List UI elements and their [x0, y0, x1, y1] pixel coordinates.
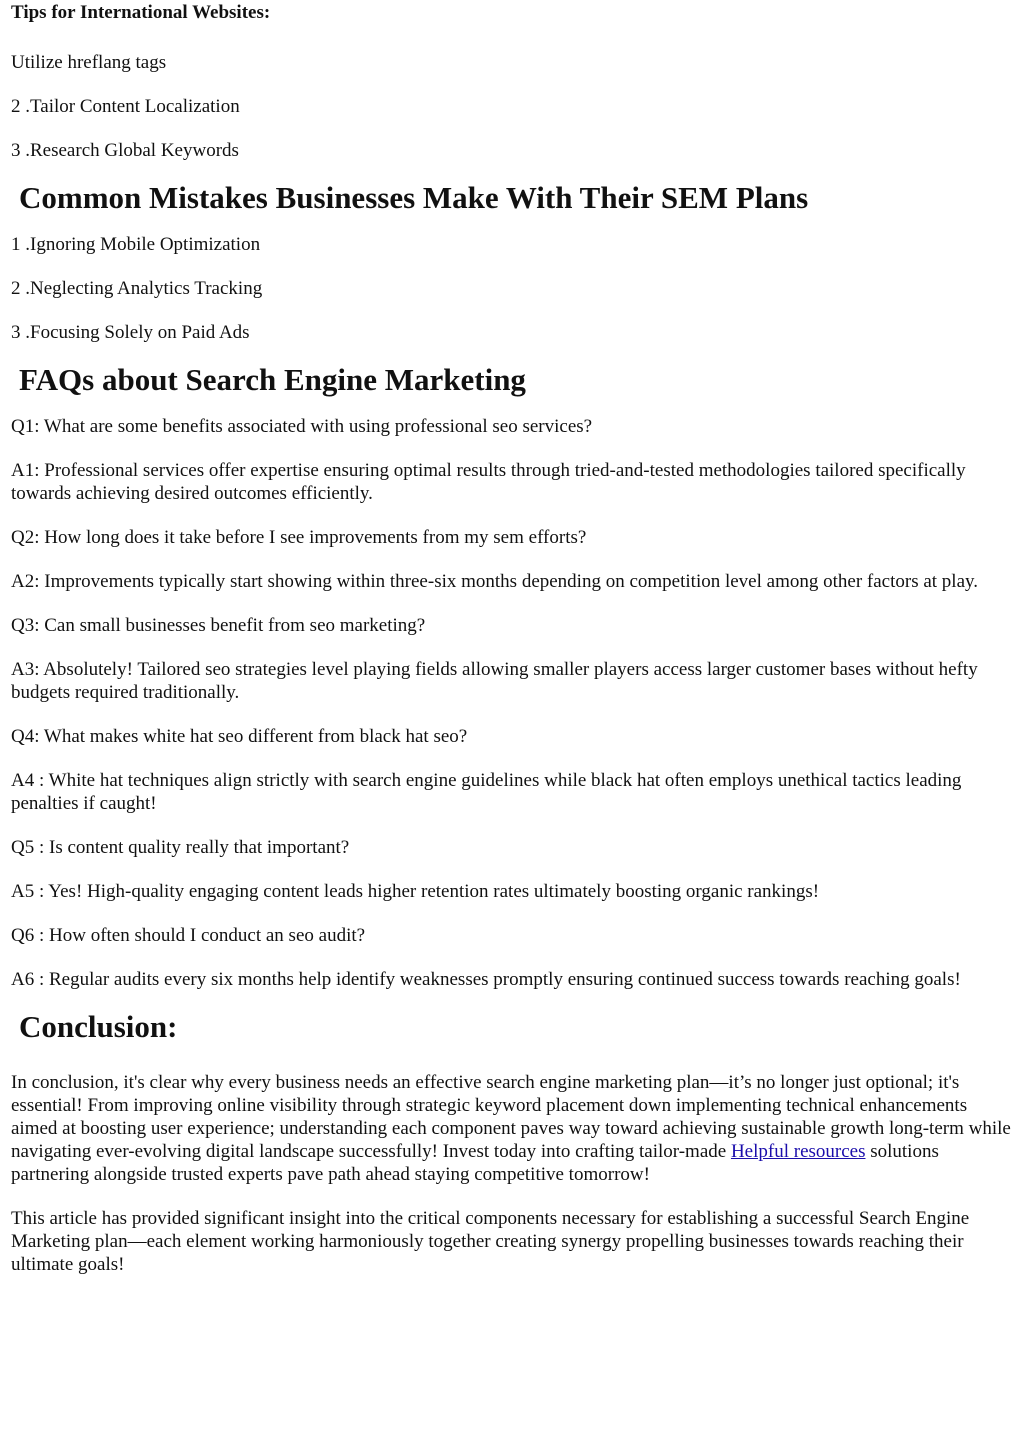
mistakes-heading: Common Mistakes Businesses Make With Their SEM Plans: [19, 180, 809, 215]
conclusion-paragraph: [11, 1071, 1013, 1186]
faq-question: Q2: How long does it take before I see improvements from my sem efforts?: [11, 527, 587, 548]
conclusion-text-after-link: solutions partnering alongside trusted experts pave path ahead staying competitive tomorrow!: [11, 1141, 939, 1185]
tips-item: 3 .Research Global Keywords: [11, 140, 239, 161]
faq-question: Q3: Can small businesses benefit from seo marketing?: [11, 615, 426, 636]
mistakes-item: 1 .Ignoring Mobile Optimization: [11, 234, 261, 255]
faq-answer: A4 : White hat techniques align strictly with search engine guidelines while black hat often employs unethical tactics leading penalties if caught!: [11, 770, 962, 814]
tips-item: Utilize hreflang tags: [11, 52, 167, 73]
helpful-resources-link[interactable]: Helpful resources: [730, 1141, 866, 1162]
faq-answer: A6 : Regular audits every six months help identify weaknesses promptly ensuring continued success towards reaching goals!: [11, 969, 961, 990]
faq-question: Q4: What makes white hat seo different from black hat seo?: [11, 726, 468, 747]
tips-item: 2 .Tailor Content Localization: [11, 96, 240, 117]
faq-question: Q1: What are some benefits associated with using professional seo services?: [11, 416, 593, 437]
faq-answer: A2: Improvements typically start showing within three-six months depending on competition level among other factors at play.: [11, 571, 979, 592]
summary-paragraph: This article has provided significant insight into the critical components necessary for establishing a successful Search Engine Marketing plan—each element working harmoniously together creating synergy propelling businesses towards reaching their ultimate goals!: [11, 1208, 970, 1275]
faq-answer: A5 : Yes! High-quality engaging content leads higher retention rates ultimately boosting organic rankings!: [11, 881, 820, 902]
conclusion-heading: Conclusion:: [19, 1009, 178, 1044]
conclusion-text-before-link: In conclusion, it's clear why every business needs an effective search engine marketing plan—it’s no longer just optional; it's essential! From improving online visibility through strategic keyword placement down implementing technical enhancements aimed at boosting user experience; understanding each component paves way toward achieving sustainable growth long-term while navigating ever-evolving digital landscape successfully! Invest today into crafting tailor-made: [11, 1072, 1011, 1162]
tips-title: Tips for International Websites:: [11, 2, 271, 23]
faq-question: Q5 : Is content quality really that important?: [11, 837, 350, 858]
faq-answer: A1: Professional services offer expertise ensuring optimal results through tried-and-tested methodologies tailored specifically towards achieving desired outcomes efficiently.: [11, 460, 966, 504]
faqs-heading: FAQs about Search Engine Marketing: [19, 362, 526, 397]
faq-question: Q6 : How often should I conduct an seo audit?: [11, 925, 366, 946]
mistakes-item: 2 .Neglecting Analytics Tracking: [11, 278, 263, 299]
faq-answer: A3: Absolutely! Tailored seo strategies level playing fields allowing smaller players access larger customer bases without hefty budgets required traditionally.: [11, 659, 978, 703]
mistakes-item: 3 .Focusing Solely on Paid Ads: [11, 322, 250, 343]
